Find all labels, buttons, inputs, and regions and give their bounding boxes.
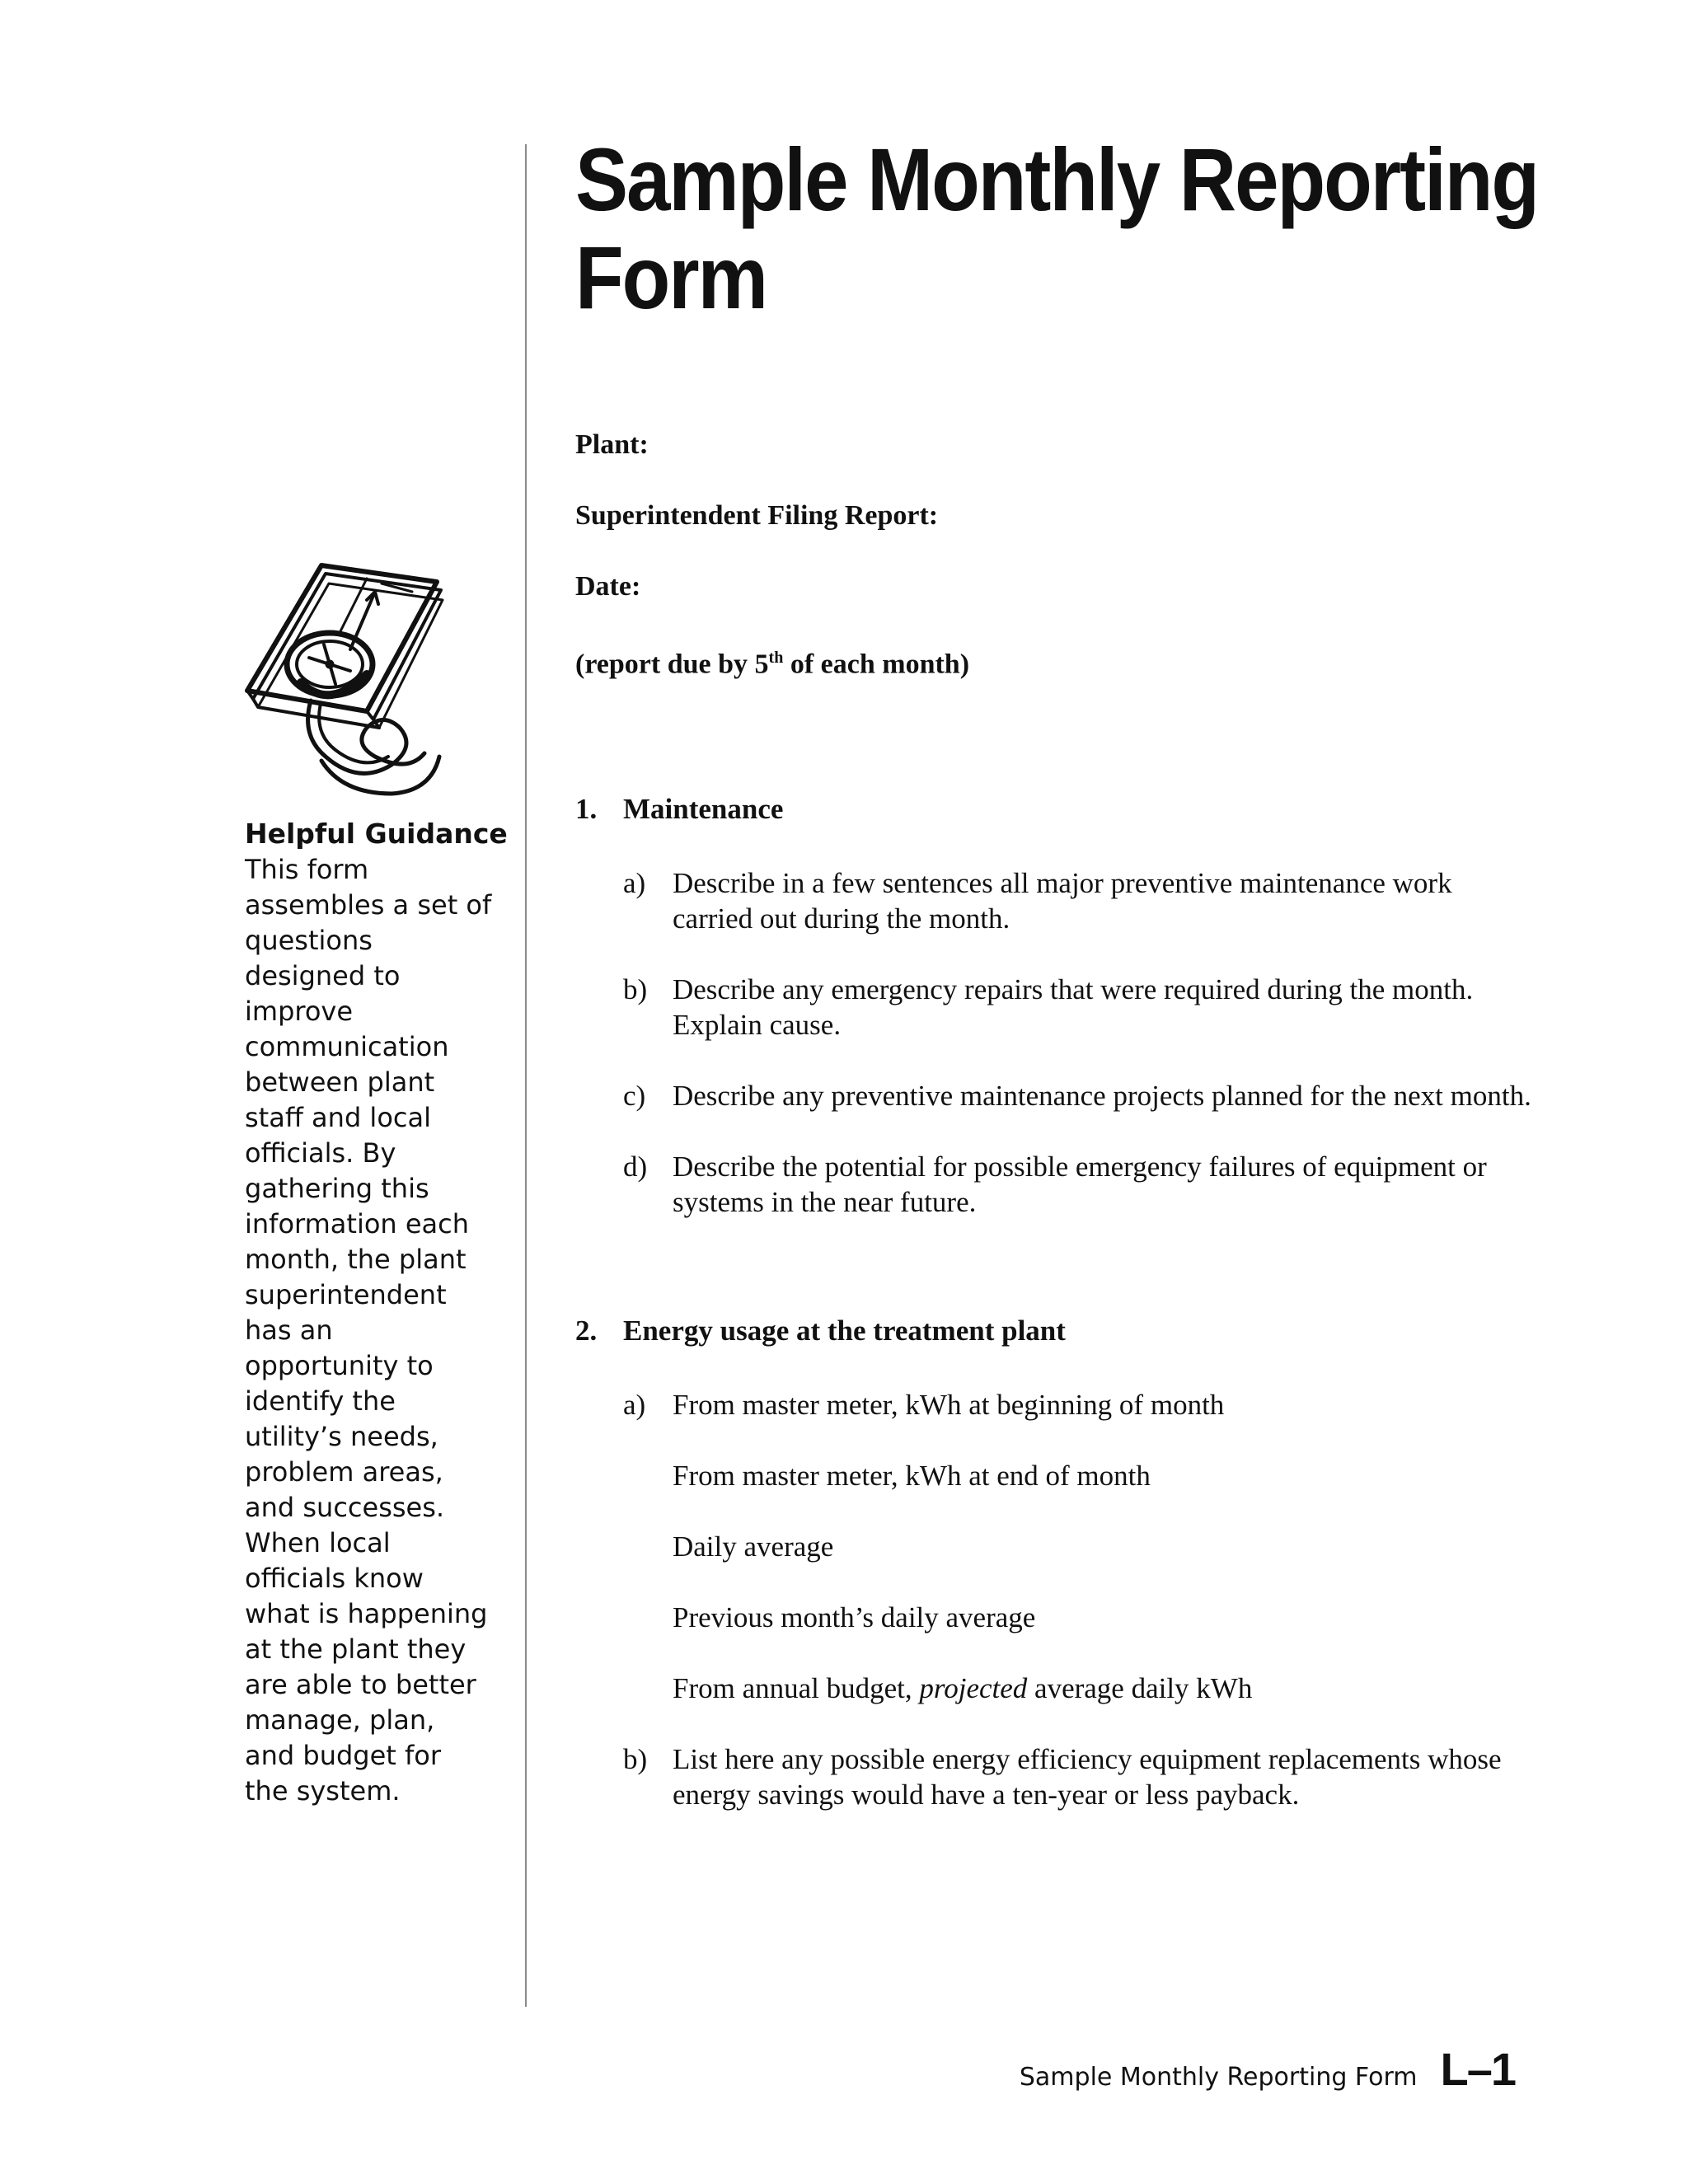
section-title: Energy usage at the treatment plant [623, 1315, 1066, 1347]
list-item [575, 972, 1531, 1043]
date-field-label: Date: [575, 571, 641, 602]
section-heading [575, 791, 1531, 827]
page-number: L–1 [1440, 2043, 1515, 2095]
item-text: Describe any emergency repairs that were required during the month. Explain cause. [673, 973, 1474, 1041]
item-letter: b) [623, 973, 648, 1005]
energy-line: Daily average [673, 1530, 834, 1563]
due-date-note: (report due by 5th of each month) [575, 649, 970, 680]
section-title: Maintenance [623, 793, 784, 825]
superintendent-field-label: Superintendent Filing Report: [575, 500, 939, 531]
guidance-text: This form assembles a set of questions designed to improve communication between plant staff and local officials. By gathering this information each month, the plant superintendent has an opportunity to identify the utility’s needs, problem areas, and successes. When local officials know what is happening at the plant they are able to better manage, plan, and budget for the system. [245, 854, 492, 1807]
item-text: Describe in a few sentences all major preventive maintenance work carried out during the month. [673, 867, 1452, 935]
compass-and-map-icon [243, 559, 449, 806]
item-letter: a) [623, 1389, 646, 1421]
energy-line-projected: From annual budget, projected average daily kWh [673, 1672, 1253, 1704]
plant-field-label: Plant: [575, 429, 649, 460]
list-item [575, 1741, 1531, 1812]
vertical-divider [525, 144, 527, 2007]
section-energy-usage [575, 1313, 1531, 1812]
section-number: 2. [575, 1315, 598, 1347]
section-number: 1. [575, 793, 598, 825]
list-item [575, 865, 1531, 936]
list-item [575, 1149, 1531, 1220]
energy-line: Previous month’s daily average [673, 1601, 1036, 1633]
item-text: Describe the potential for possible emergency failures of equipment or systems in the near future. [673, 1151, 1487, 1218]
section-spacer [575, 1255, 1531, 1313]
item-letter: b) [623, 1743, 648, 1775]
list-item [575, 1387, 1531, 1422]
report-header-fields [575, 427, 969, 710]
item-text: From master meter, kWh at beginning of month [673, 1389, 1225, 1421]
item-letter: c) [623, 1080, 646, 1112]
section-heading [575, 1313, 1531, 1348]
guidance-heading: Helpful Guidance [245, 818, 508, 850]
item-letter: d) [623, 1151, 648, 1183]
item-letter: a) [623, 867, 646, 899]
helpful-guidance-panel [245, 816, 509, 1809]
page-title: Sample Monthly Reporting Form [575, 130, 1539, 328]
list-item [575, 1078, 1531, 1113]
item-text: List here any possible energy efficiency equipment replacements whose energy savings would have a ten-year or less payback. [673, 1743, 1502, 1811]
energy-line: From master meter, kWh at end of month [673, 1460, 1151, 1492]
page-footer [1020, 2042, 1515, 2096]
section-maintenance [575, 791, 1531, 1220]
item-text: Describe any preventive maintenance projects planned for the next month. [673, 1080, 1531, 1112]
footer-label: Sample Monthly Reporting Form [1019, 2063, 1418, 2092]
report-sections [575, 791, 1531, 1848]
